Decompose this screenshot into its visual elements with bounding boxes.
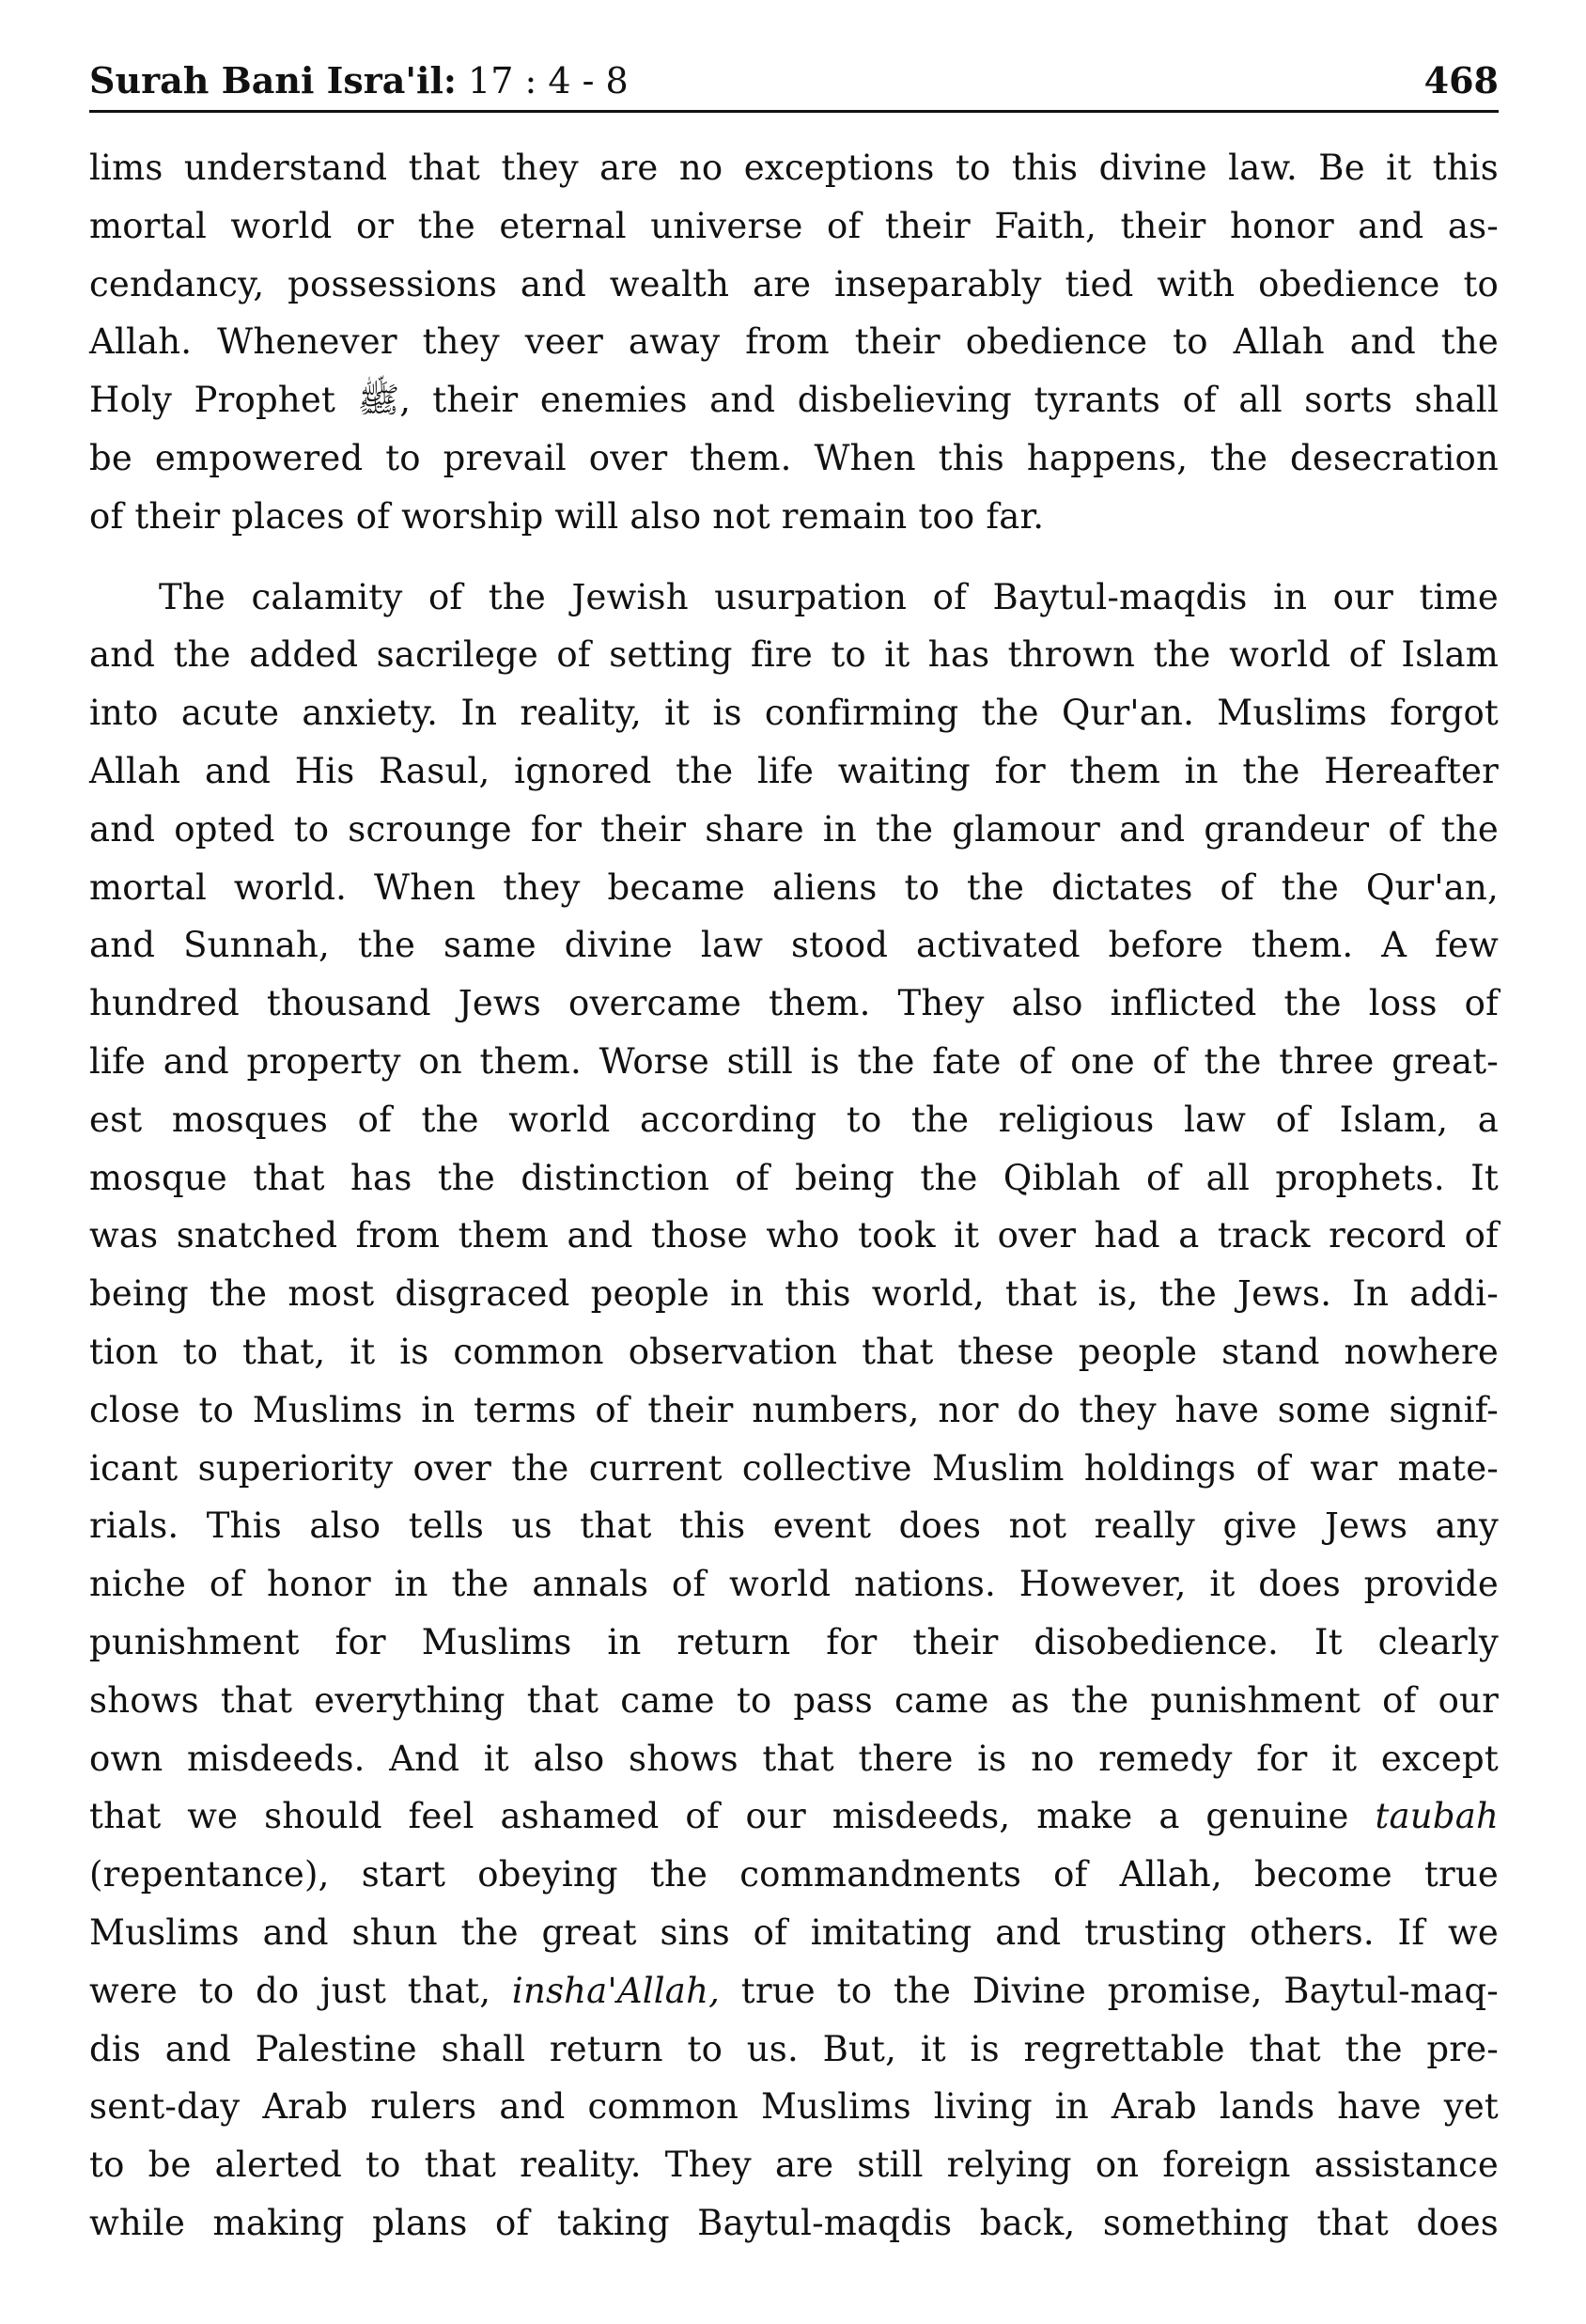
text-line: Allah and His Rasul, ignored the life waiting for them in the Hereafter <box>89 750 1499 791</box>
text-line: sent-day Arab rulers and common Muslims living in Arab lands have yet <box>89 2086 1499 2128</box>
text-line: lims understand that they are no exceptions to this divine law. Be it this <box>89 148 1499 188</box>
text-line: The calamity of the Jewish usurpation of Baytul-maqdis in our time <box>159 576 1499 617</box>
header-separator: : <box>443 59 457 101</box>
paragraph-1 <box>89 139 1499 546</box>
italic-term: insha'Allah, <box>511 1970 721 2011</box>
text-line: hundred thousand Jews overcame them. They also inflicted the loss of <box>89 983 1499 1024</box>
text-line: was snatched from them and those who took it over had a track record of <box>89 1215 1499 1256</box>
text-line: cendancy, possessions and wealth are inseparably tied with obedience to <box>89 263 1499 304</box>
text-line: mortal world or the eternal universe of their Faith, their honor and as- <box>89 205 1499 246</box>
text-line: and the added sacrilege of setting fire to it has thrown the world of Islam <box>89 634 1499 676</box>
body-text <box>89 139 1499 2253</box>
text-line: Allah. Whenever they veer away from their obedience to Allah and the <box>89 321 1499 363</box>
text-line: while making plans of taking Baytul-maqdis back, something that does <box>89 2202 1499 2243</box>
running-header <box>89 49 1499 105</box>
text-line: to be alerted to that reality. They are still relying on foreign assistance <box>89 2145 1499 2186</box>
text-line: shows that everything that came to pass came as the punishment of our <box>89 1679 1499 1721</box>
text-line: that we should feel ashamed of our misdeeds, make a genuine taubah <box>89 1796 1499 1837</box>
text-line: rials. This also tells us that this event does not really give Jews any <box>89 1505 1499 1547</box>
text-line: mortal world. When they became aliens to the dictates of the Qur'an, <box>89 866 1499 908</box>
text-line: tion to that, it is common observation that these people stand nowhere <box>89 1331 1499 1372</box>
text-line: and opted to scrounge for their share in the glamour and grandeur of the <box>89 808 1499 850</box>
surah-name: Surah Bani Isra'il <box>89 59 443 101</box>
text-line: niche of honor in the annals of world nations. However, it does provide <box>89 1564 1499 1605</box>
header-title <box>89 56 629 105</box>
text-line: dis and Palestine shall return to us. But, it is regrettable that the pre- <box>89 2028 1499 2069</box>
text-line: and Sunnah, the same divine law stood activated before them. A few <box>89 925 1499 966</box>
text-line: be empowered to prevail over them. When this happens, the desecration <box>89 437 1499 478</box>
verse-reference: 17 : 4 - 8 <box>468 60 629 101</box>
page-number: 468 <box>1423 59 1499 101</box>
paragraph-2 <box>89 569 1499 2253</box>
text-line: Holy Prophet ﷺ, their enemies and disbelieving tyrants of all sorts shall <box>89 380 1500 421</box>
text-line: est mosques of the world according to the religious law of Islam, a <box>89 1099 1499 1140</box>
text-line: (repentance), start obeying the commandments of Allah, become true <box>89 1854 1499 1895</box>
book-page <box>89 0 1499 2324</box>
text-line: of their places of worship will also not remain too far. <box>89 495 1045 537</box>
text-line: were to do just that, insha'Allah, true to the Divine promise, Baytul-maq- <box>89 1970 1500 2011</box>
text-line: close to Muslims in terms of their numbers, nor do they have some signif- <box>89 1389 1499 1430</box>
text-line: punishment for Muslims in return for their disobedience. It clearly <box>89 1621 1499 1662</box>
text-line: life and property on them. Worse still is the fate of one of the three great- <box>89 1040 1499 1082</box>
text-line: mosque that has the distinction of being the Qiblah of all prophets. It <box>89 1157 1499 1198</box>
text-line: Muslims and shun the great sins of imitating and trusting others. If we <box>89 1911 1499 1953</box>
text-line: own misdeeds. And it also shows that there is no remedy for it except <box>89 1738 1499 1779</box>
text-line: icant superiority over the current collective Muslim holdings of war mate- <box>89 1447 1499 1489</box>
header-rule <box>89 110 1499 113</box>
italic-term: taubah <box>1375 1796 1499 1837</box>
text-line: being the most disgraced people in this world, that is, the Jews. In addi- <box>89 1273 1499 1315</box>
text-line: into acute anxiety. In reality, it is confirming the Qur'an. Muslims forgot <box>89 693 1499 734</box>
